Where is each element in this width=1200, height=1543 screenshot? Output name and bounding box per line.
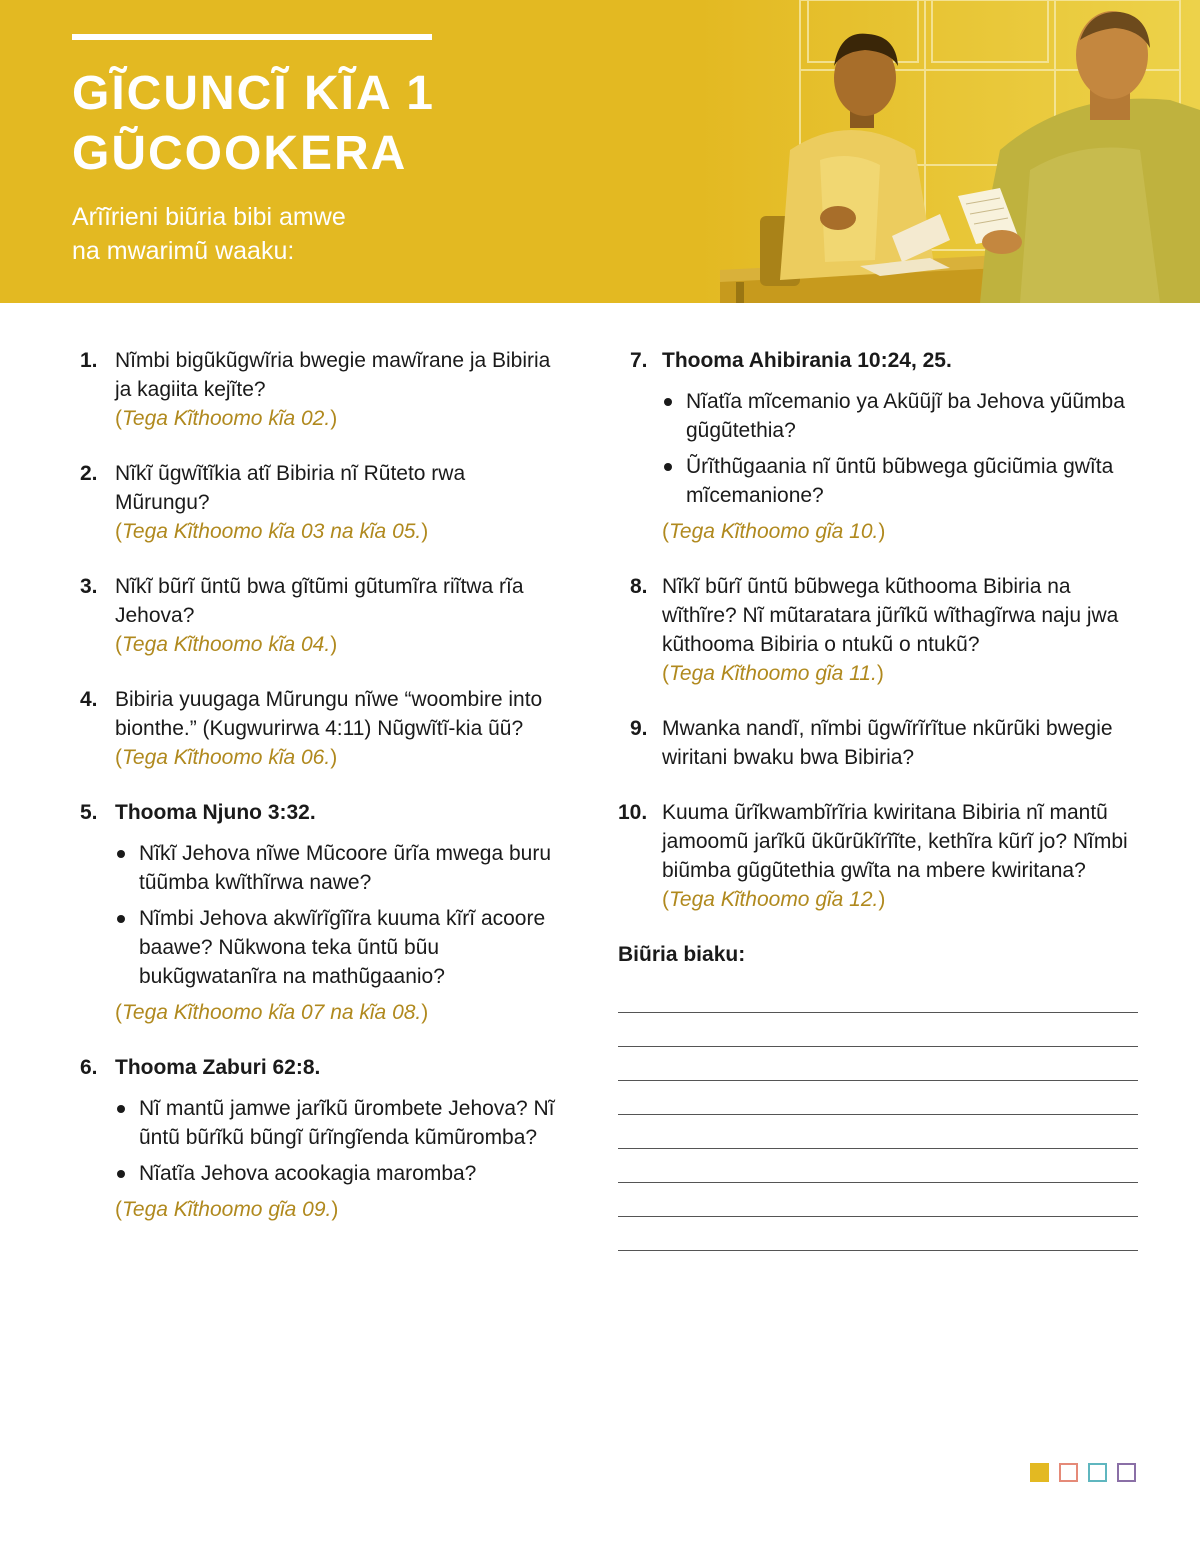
question-reference: (Tega Kĩthoomo gĩa 10.)	[662, 520, 886, 543]
question-reference: (Tega Kĩthoomo kĩa 07 na kĩa 08.)	[115, 1001, 429, 1024]
answer-line[interactable]	[618, 1081, 1138, 1115]
question-number: 5.	[80, 801, 98, 824]
answer-lines	[618, 979, 1138, 1251]
question-text: Bibiria yuugaga Mũrungu nĩwe “woombire into bionthe.” (Kugwurirwa 4:11) Nũgwĩtĩ-kia ũũ?	[115, 688, 543, 740]
header-banner	[0, 0, 1200, 303]
bullet-item: Nĩkĩ Jehova nĩwe Mũcoore ũrĩa mwega buru tũũmba kwĩthĩrwa nawe?	[115, 839, 560, 897]
question-5	[80, 798, 560, 1027]
question-number: 8.	[630, 575, 648, 598]
subtitle-line-2: na mwarimũ waaku:	[72, 237, 295, 265]
question-reference: (Tega Kĩthoomo kĩa 04.)	[115, 633, 338, 656]
question-reference: (Tega Kĩthoomo gĩa 11.)	[662, 662, 884, 685]
bullet-list	[115, 1094, 560, 1188]
bullet-item: Ũrĩthũgaania nĩ ũntũ bũbwega gũciũmia gwĩta mĩcemanione?	[662, 452, 1138, 510]
square-outline-icon	[1059, 1463, 1078, 1482]
answer-line[interactable]	[618, 1183, 1138, 1217]
title-line-1: GĨCUNCĨ KĨA 1	[72, 67, 435, 120]
question-8	[618, 572, 1138, 688]
question-reference: (Tega Kĩthoomo gĩa 09.)	[115, 1198, 339, 1221]
decorative-squares	[1030, 1463, 1136, 1482]
question-text: Thooma Zaburi 62:8.	[115, 1056, 321, 1079]
question-text: Thooma Njuno 3:32.	[115, 801, 316, 824]
question-2	[80, 459, 560, 546]
question-text: Nĩkĩ bũrĩ ũntũ bũbwega kũthooma Bibiria na wĩthĩre? Nĩ mũtaratara jũrĩkũ wĩthagĩrwa naju jwa kũthooma Bibiria o ntukũ o ntukũ?	[662, 575, 1119, 656]
question-text: Nĩkĩ ũgwĩtĩkia atĩ Bibiria nĩ Rũteto rwa Mũrungu?	[115, 462, 466, 514]
question-number: 2.	[80, 462, 98, 485]
question-6	[80, 1053, 560, 1224]
header-rule	[72, 34, 432, 40]
answers-section	[618, 940, 1138, 1251]
answers-title: Biũria biaku:	[618, 943, 746, 966]
question-number: 10.	[618, 801, 648, 824]
question-number: 4.	[80, 688, 98, 711]
question-number: 1.	[80, 349, 98, 372]
answer-line[interactable]	[618, 1047, 1138, 1081]
answer-line[interactable]	[618, 1217, 1138, 1251]
questions-right-column	[618, 346, 1138, 1251]
question-reference: (Tega Kĩthoomo kĩa 03 na kĩa 05.)	[115, 520, 429, 543]
bullet-list	[115, 839, 560, 991]
question-10	[618, 798, 1138, 914]
square-outline-icon	[1088, 1463, 1107, 1482]
questions-left-column	[80, 346, 560, 1250]
question-1	[80, 346, 560, 433]
question-number: 3.	[80, 575, 98, 598]
question-number: 6.	[80, 1056, 98, 1079]
square-filled-icon	[1030, 1463, 1049, 1482]
question-7	[618, 346, 1138, 546]
question-text: Nĩkĩ bũrĩ ũntũ bwa gĩtũmi gũtumĩra riĩtwa rĩa Jehova?	[115, 575, 524, 627]
answer-line[interactable]	[618, 1149, 1138, 1183]
question-reference: (Tega Kĩthoomo gĩa 12.)	[662, 888, 886, 911]
bullet-item: Nĩmbi Jehova akwĩrĩgĩĩra kuuma kĩrĩ acoore baawe? Nũkwona teka ũntũ bũu bukũgwatanĩra na mathũgaanio?	[115, 904, 560, 991]
bullet-item: Nĩ mantũ jamwe jarĩkũ ũrombete Jehova? Nĩ ũntũ bũrĩkũ bũngĩ ũrĩngĩenda kũmũromba?	[115, 1094, 560, 1152]
question-number: 9.	[630, 717, 648, 740]
answer-line[interactable]	[618, 1115, 1138, 1149]
answer-line[interactable]	[618, 979, 1138, 1013]
question-text: Nĩmbi bigũkũgwĩria bwegie mawĩrane ja Bibiria ja kagiita kejĩte?	[115, 349, 551, 401]
question-text: Kuuma ũrĩkwambĩrĩria kwiritana Bibiria nĩ mantũ jamoomũ jarĩkũ ũkũrũkĩrĩĩte, kethĩra kũrĩ jo? Nĩmbi biũmba gũgũtethia gwĩta na mbere kwiritana?	[662, 801, 1128, 882]
question-text: Mwanka nandĩ, nĩmbi ũgwĩrĩrĩtue nkũrũki bwegie wiritani bwaku bwa Bibiria?	[662, 717, 1113, 769]
title-line-2: GŨCOOKERA	[72, 127, 408, 180]
question-reference: (Tega Kĩthoomo kĩa 06.)	[115, 746, 338, 769]
question-reference: (Tega Kĩthoomo kĩa 02.)	[115, 407, 338, 430]
page-subtitle	[72, 200, 346, 268]
bullet-item: Nĩatĩa mĩcemanio ya Akũũjĩ ba Jehova yũũmba gũgũtethia?	[662, 387, 1138, 445]
bullet-list	[662, 387, 1138, 510]
bullet-item: Nĩatĩa Jehova acookagia maromba?	[115, 1159, 560, 1188]
square-outline-icon	[1117, 1463, 1136, 1482]
question-3	[80, 572, 560, 659]
question-4	[80, 685, 560, 772]
question-text: Thooma Ahibirania 10:24, 25.	[662, 349, 952, 372]
study-illustration	[700, 0, 1200, 303]
page-title	[72, 64, 435, 184]
question-number: 7.	[630, 349, 648, 372]
subtitle-line-1: Arĩĩrieni biũria bibi amwe	[72, 203, 346, 231]
question-9	[618, 714, 1138, 772]
answer-line[interactable]	[618, 1013, 1138, 1047]
